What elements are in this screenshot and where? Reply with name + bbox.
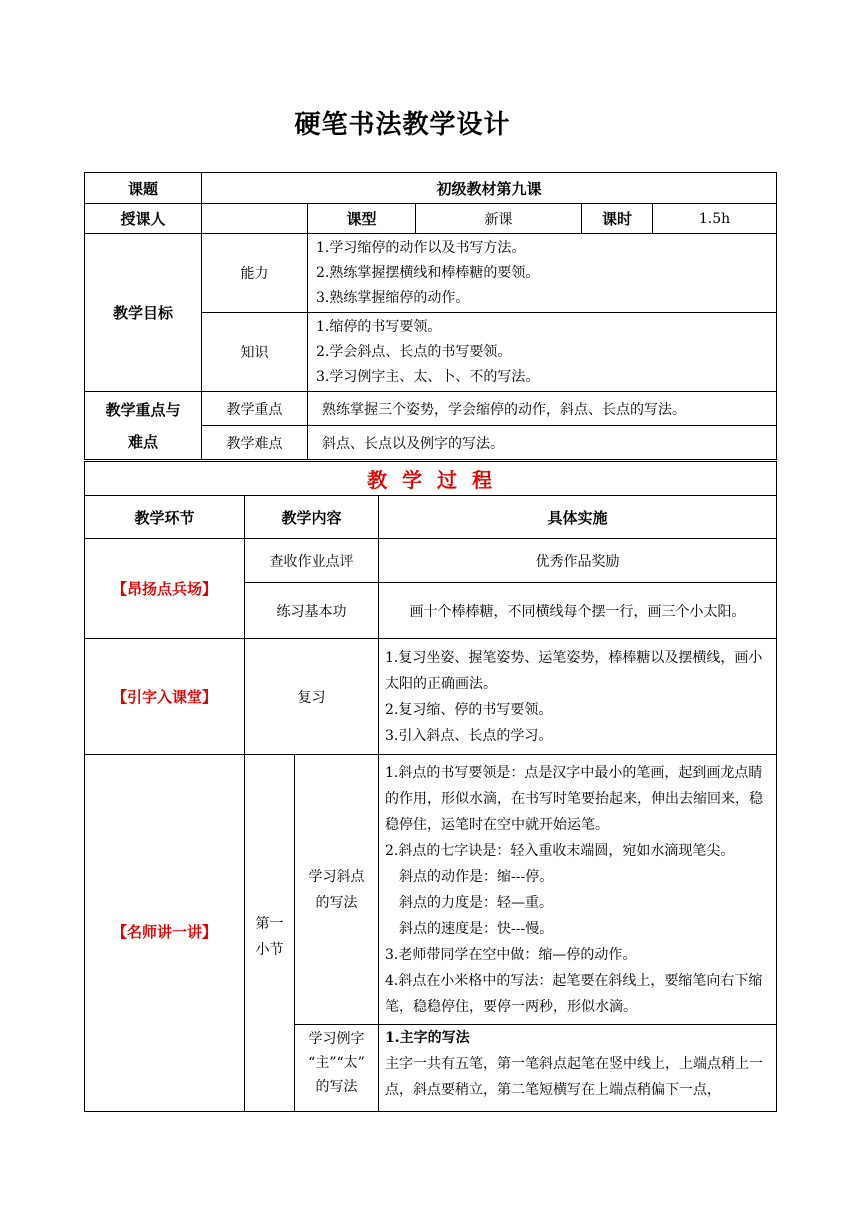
stage3-name: 【名师讲一讲】	[85, 755, 245, 1112]
stage2-impl-item: 3.引入斜点、长点的学习。	[385, 727, 553, 744]
col-stage: 教学环节	[85, 496, 245, 539]
stage1-row1-impl: 优秀作品奖励	[379, 539, 777, 583]
stage2-impl	[379, 639, 777, 755]
process-table	[84, 461, 777, 1112]
key-point-label: 教学重点	[202, 392, 308, 426]
col-content: 教学内容	[245, 496, 379, 539]
goals-label: 教学目标	[85, 234, 202, 392]
type-value: 新课	[416, 204, 582, 234]
stage1-row1-content: 查收作业点评	[245, 539, 379, 583]
hard-point-value: 斜点、长点以及例字的写法。	[308, 426, 777, 460]
page-title: 硬笔书法教学设计	[294, 110, 511, 140]
focus-label	[85, 392, 202, 460]
section-label-line1: 第一	[255, 916, 284, 932]
sub1-impl-p3: 3.老师带同学在空中做：缩—停的动作。	[385, 946, 637, 963]
topic-label: 课题	[85, 173, 202, 204]
sub1-label-line2: 的写法	[315, 894, 358, 911]
teacher-label: 授课人	[85, 204, 202, 234]
sub1-impl-p1: 1.斜点的书写要领是：点是汉字中最小的笔画，起到画龙点睛的作用，形似水滴，在书写时笔要抬起来，伸出去缩回来，稳稳停住，运笔时在空中就开始运笔。	[385, 764, 763, 833]
section-label-line2: 小节	[255, 942, 284, 958]
key-point-value: 熟练掌握三个姿势，学会缩停的动作，斜点、长点的写法。	[308, 392, 777, 426]
sub1-impl-p4: 4.斜点在小米格中的写法：起笔要在斜线上，要缩笔向右下缩笔，稳稳停住，要停一两秒，形似水滴。	[385, 972, 763, 1015]
process-heading: 教 学 过 程	[85, 462, 777, 496]
stage1-row2-impl: 画十个棒棒糖，不同横线每个摆一行，画三个小太阳。	[379, 583, 777, 639]
topic-value: 初级教材第九课	[202, 173, 777, 204]
stage1-row2-content: 练习基本功	[245, 583, 379, 639]
focus-label-line2: 难点	[127, 432, 158, 451]
hours-value: 1.5h	[653, 204, 777, 234]
sub1-label-line1: 学习斜点	[308, 868, 365, 885]
ability-item: 3.熟练掌握缩停的动作。	[316, 289, 470, 306]
ability-item: 1.学习缩停的动作以及书写方法。	[316, 239, 526, 256]
stage2-impl-item: 1.复习坐姿、握笔姿势、运笔姿势，棒棒糖以及摆横线，画小太阳的正确画法。	[385, 649, 763, 692]
ability-label: 能力	[202, 234, 308, 313]
info-table	[84, 172, 777, 460]
sub2-impl-text: 主字一共有五笔，第一笔斜点起笔在竖中线上，上端点稍上一点，斜点要稍立，第二笔短横写在上端点稍偏下一点，	[385, 1056, 763, 1098]
hours-label: 课时	[582, 204, 653, 234]
sub1-impl	[379, 755, 777, 1025]
stage2-content: 复习	[245, 639, 379, 755]
ability-item: 2.熟练掌握摆横线和棒棒糖的要领。	[316, 264, 540, 281]
sub1-impl-p2a: 斜点的动作是：缩---停。	[399, 868, 554, 885]
knowledge-item: 2.学会斜点、长点的书写要领。	[316, 343, 512, 360]
sub2-impl	[379, 1025, 777, 1112]
sub2-label-line1: 学习例字	[308, 1031, 365, 1047]
sub1-label	[295, 755, 379, 1025]
knowledge-label: 知识	[202, 313, 308, 392]
hard-point-label: 教学难点	[202, 426, 308, 460]
type-label: 课型	[308, 204, 416, 234]
stage2-impl-item: 2.复习缩、停的书写要领。	[385, 701, 553, 718]
knowledge-item: 3.学习例字主、太、卜、不的写法。	[316, 368, 540, 385]
sub1-impl-p2: 2.斜点的七字诀是：轻入重收末端圆，宛如水滴现笔尖。	[385, 842, 735, 859]
sub2-label	[295, 1025, 379, 1112]
stage1-name: 【昂扬点兵场】	[85, 539, 245, 639]
knowledge-items	[308, 313, 777, 392]
section-label	[245, 755, 295, 1112]
sub2-label-line3: 的写法	[315, 1079, 358, 1095]
knowledge-item: 1.缩停的书写要领。	[316, 318, 442, 335]
teacher-value	[202, 204, 308, 234]
col-impl: 具体实施	[379, 496, 777, 539]
ability-items	[308, 234, 777, 313]
sub2-impl-heading: 1.主字的写法	[385, 1030, 470, 1046]
sub2-label-line2: “主”“太”	[308, 1055, 365, 1071]
sub1-impl-p2b: 斜点的力度是：轻—重。	[399, 894, 553, 911]
sub1-impl-p2c: 斜点的速度是：快---慢。	[399, 920, 554, 937]
stage2-name: 【引字入课堂】	[85, 639, 245, 755]
focus-label-line1: 教学重点与	[105, 400, 181, 419]
